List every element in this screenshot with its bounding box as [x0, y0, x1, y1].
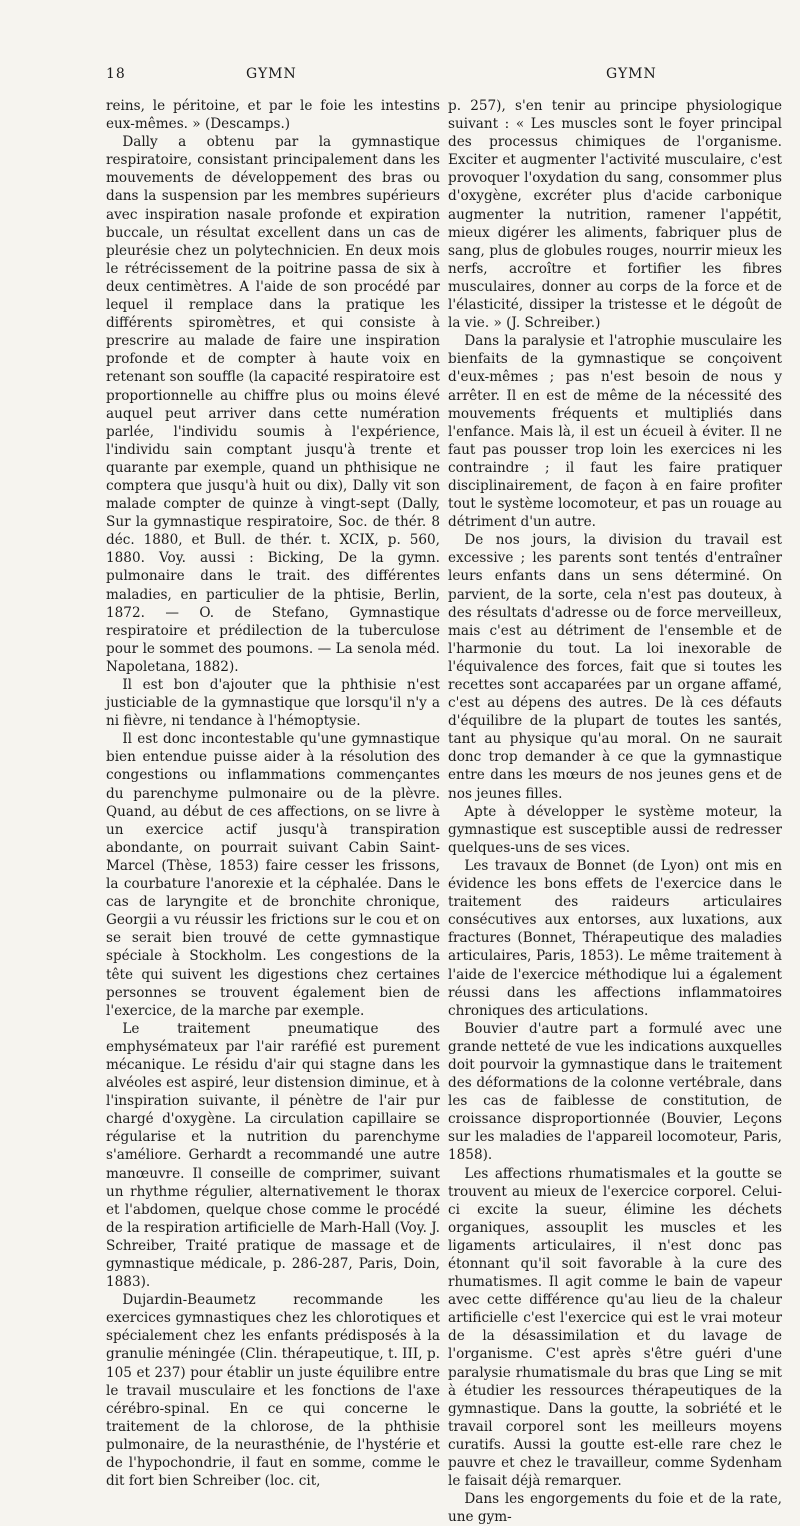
paragraph: Les affections rhumatismales et la goutte se trouvent au mieux de l'exercice corporel. Celui-ci excite la sueur, élimine les déchets organiques, assouplit les muscles et les ligaments articulaires, il n'est donc pas étonnant qu'il soit favorable à la cure des rhumatismes. Il agit comme le bain de vapeur avec cette différence qu'au lieu de la chaleur artificielle c'est l'exercice qui est le vrai moteur de la désassimilation et du lavage de l'organisme. C'est après s'être guéri d'une paralysie rhumatismale du bras que Ling se mit à étudier les ressources thérapeutiques de la gymnastique. Dans la goutte, la sobriété et le travail corporel sont les meilleurs moyens curatifs. Aussi la goutte est-elle rare chez le pauvre et chez le travailleur, comme Sydenham le faisait déjà remarquer.: [448, 1165, 782, 1490]
paragraph: Dujardin-Beaumetz recommande les exercices gymnastiques chez les chlorotiques et spécialement chez les enfants prédisposés à la granulie méningée (Clin. thérapeutique, t. III, p. 105 et 237) pour établir un juste équilibre entre le travail musculaire et les fonctions de l'axe cérébro-spinal. En ce qui concerne le traitement de la chlorose, de la phthisie pulmonaire, de la neurasthénie, de l'hystérie et de l'hypochondrie, il faut en somme, comme le dit fort bien Schreiber (loc. cit,: [106, 1292, 440, 1490]
paragraph: Il est bon d'ajouter que la phthisie n'est justiciable de la gymnastique que lorsqu'il n'y a ni fièvre, ni tendance à l'hémoptysie.: [106, 677, 440, 730]
paragraph: reins, le péritoine, et par le foie les intestins eux-mêmes. » (Descamps.): [106, 98, 440, 133]
running-header: [106, 66, 786, 88]
paragraph: Apte à développer le système moteur, la gymnastique est susceptible aussi de redresser quelques-uns de ses vices.: [448, 803, 782, 856]
left-column: [106, 97, 440, 1490]
paragraph: p. 257), s'en tenir au principe physiologique suivant : « Les muscles sont le foyer principal des processus chimiques de l'organisme. Exciter et augmenter l'activité musculaire, c'est provoquer l'oxydation du sang, consommer plus d'oxygène, excréter plus d'acide carbonique augmenter la nutrition, ramener l'appétit, mieux digérer les aliments, fabriquer plus de sang, plus de globules rouges, nourrir mieux les nerfs, accroître et fortifier les fibres musculaires, donner au corps de la force et de l'élasticité, dissiper la tristesse et le dégoût de la vie. » (J. Schreiber.): [448, 98, 782, 332]
paragraph: Dans les engorgements du foie et de la rate, une gym-: [448, 1491, 782, 1526]
paragraph: Bouvier d'autre part a formulé avec une grande netteté de vue les indications auxquelles doit pourvoir la gymnastique dans le traitement des déformations de la colonne vertébrale, dans les cas de faiblesse de constitution, de croissance disproportionnée (Bouvier, Leçons sur les maladies de l'appareil locomoteur, Paris, 1858).: [448, 1020, 782, 1164]
paragraph: Les travaux de Bonnet (de Lyon) ont mis en évidence les bons effets de l'exercice dans le traitement des raideurs articulaires consécutives aux entorses, aux luxations, aux fractures (Bonnet, Thérapeutique des maladies articulaires, Paris, 1853). Le même traitement à l'aide de l'exercice méthodique lui a également réussi dans les affections inflammatoires chroniques des articulations.: [448, 857, 782, 1019]
right-running-head: GYMN: [606, 66, 657, 82]
page-number: 18: [106, 66, 126, 82]
paragraph: De nos jours, la division du travail est excessive ; les parents sont tentés d'entraîner leurs enfants dans un sens déterminé. On parvient, de la sorte, cela n'est pas douteux, à des résultats d'adresse ou de force merveilleux, mais c'est au détriment de l'ensemble et de l'harmonie du tout. La loi inexorable de l'équivalence des forces, fait que si toutes les recettes sont accaparées par un organe affamé, c'est au dépens des autres. De là ces défauts d'équilibre de la plupart de toutes les santés, tant au physique qu'au moral. On ne saurait donc trop demander à ce que la gymnastique entre dans les mœurs de nos jeunes gens et de nos jeunes filles.: [448, 532, 782, 802]
paragraph: Dans la paralysie et l'atrophie musculaire les bienfaits de la gymnastique se conçoivent d'eux-mêmes ; pas n'est besoin de nous y arrêter. Il en est de même de la nécessité des mouvements fréquents et multipliés dans l'enfance. Mais là, il est un écueil à éviter. Il ne faut pas pousser trop loin les exercices ni les contraindre ; il faut les faire pratiquer disciplinairement, de façon à en faire profiter tout le système locomoteur, et pas un rouage au détriment d'un autre.: [448, 333, 782, 531]
paragraph: Il est donc incontestable qu'une gymnastique bien entendue puisse aider à la résolution des congestions ou inflammations commençantes du parenchyme pulmonaire ou de la plèvre. Quand, au début de ces affections, on se livre à un exercice actif jusqu'à transpiration abondante, on pourrait suivant Cabin Saint-Marcel (Thèse, 1853) faire cesser les frissons, la courbature l'anorexie et la céphalée. Dans le cas de laryngite et de bronchite chronique, Georgii a vu réussir les frictions sur le cou et on se serait bien trouvé de cette gymnastique spéciale à Stockholm. Les congestions de la tête qui suivent les digestions chez certaines personnes se trouvent également bien de l'exercice, de la marche par exemple.: [106, 731, 440, 1019]
right-column: [448, 97, 782, 1526]
paragraph: Dally a obtenu par la gymnastique respiratoire, consistant principalement dans les mouvements de développement des bras ou dans la suspension par les membres supérieurs avec inspiration nasale profonde et expiration buccale, un résultat excellent dans un cas de pleurésie chez un polytechnicien. En deux mois le rétrécissement de la poitrine passa de six à deux centimètres. A l'aide de son procédé par lequel il remplace dans la pratique les différents spiromètres, et qui consiste à prescrire au malade de faire une inspiration profonde et de compter à haute voix en retenant son souffle (la capacité respiratoire est proportionnelle au chiffre plus ou moins élevé auquel peut arriver dans cette numération parlée, l'individu soumis à l'expérience, l'individu sain comptant jusqu'à trente et quarante par exemple, quand un phthisique ne comptera que jusqu'à huit ou dix), Dally vit son malade compter de quinze à vingt-sept (Dally, Sur la gymnastique respiratoire, Soc. de thér. 8 déc. 1880, et Bull. de thér. t. XCIX, p. 560, 1880. Voy. aussi : Bicking, De la gymn. pulmonaire dans le trait. des différentes maladies, en particulier de la phtisie, Berlin, 1872. — O. de Stefano, Gymnastique respiratoire et prédilection de la tuberculose pour le sommet des poumons. — La senola méd. Napoletana, 1882).: [106, 134, 440, 675]
paragraph: Le traitement pneumatique des emphysémateux par l'air raréfié est purement mécanique. Le résidu d'air qui stagne dans les alvéoles est aspiré, leur distension diminue, et à l'inspiration suivante, il pénètre de l'air pur chargé d'oxygène. La circulation capillaire se régularise et la nutrition du parenchyme s'améliore. Gerhardt a recommandé une autre manœuvre. Il conseille de comprimer, suivant un rhythme régulier, alternativement le thorax et l'abdomen, quelque chose comme le procédé de la respiration artificielle de Marh-Hall (Voy. J. Schreiber, Traité pratique de massage et de gymnastique médicale, p. 286-287, Paris, Doin, 1883).: [106, 1020, 440, 1291]
left-running-head: GYMN: [246, 66, 297, 82]
